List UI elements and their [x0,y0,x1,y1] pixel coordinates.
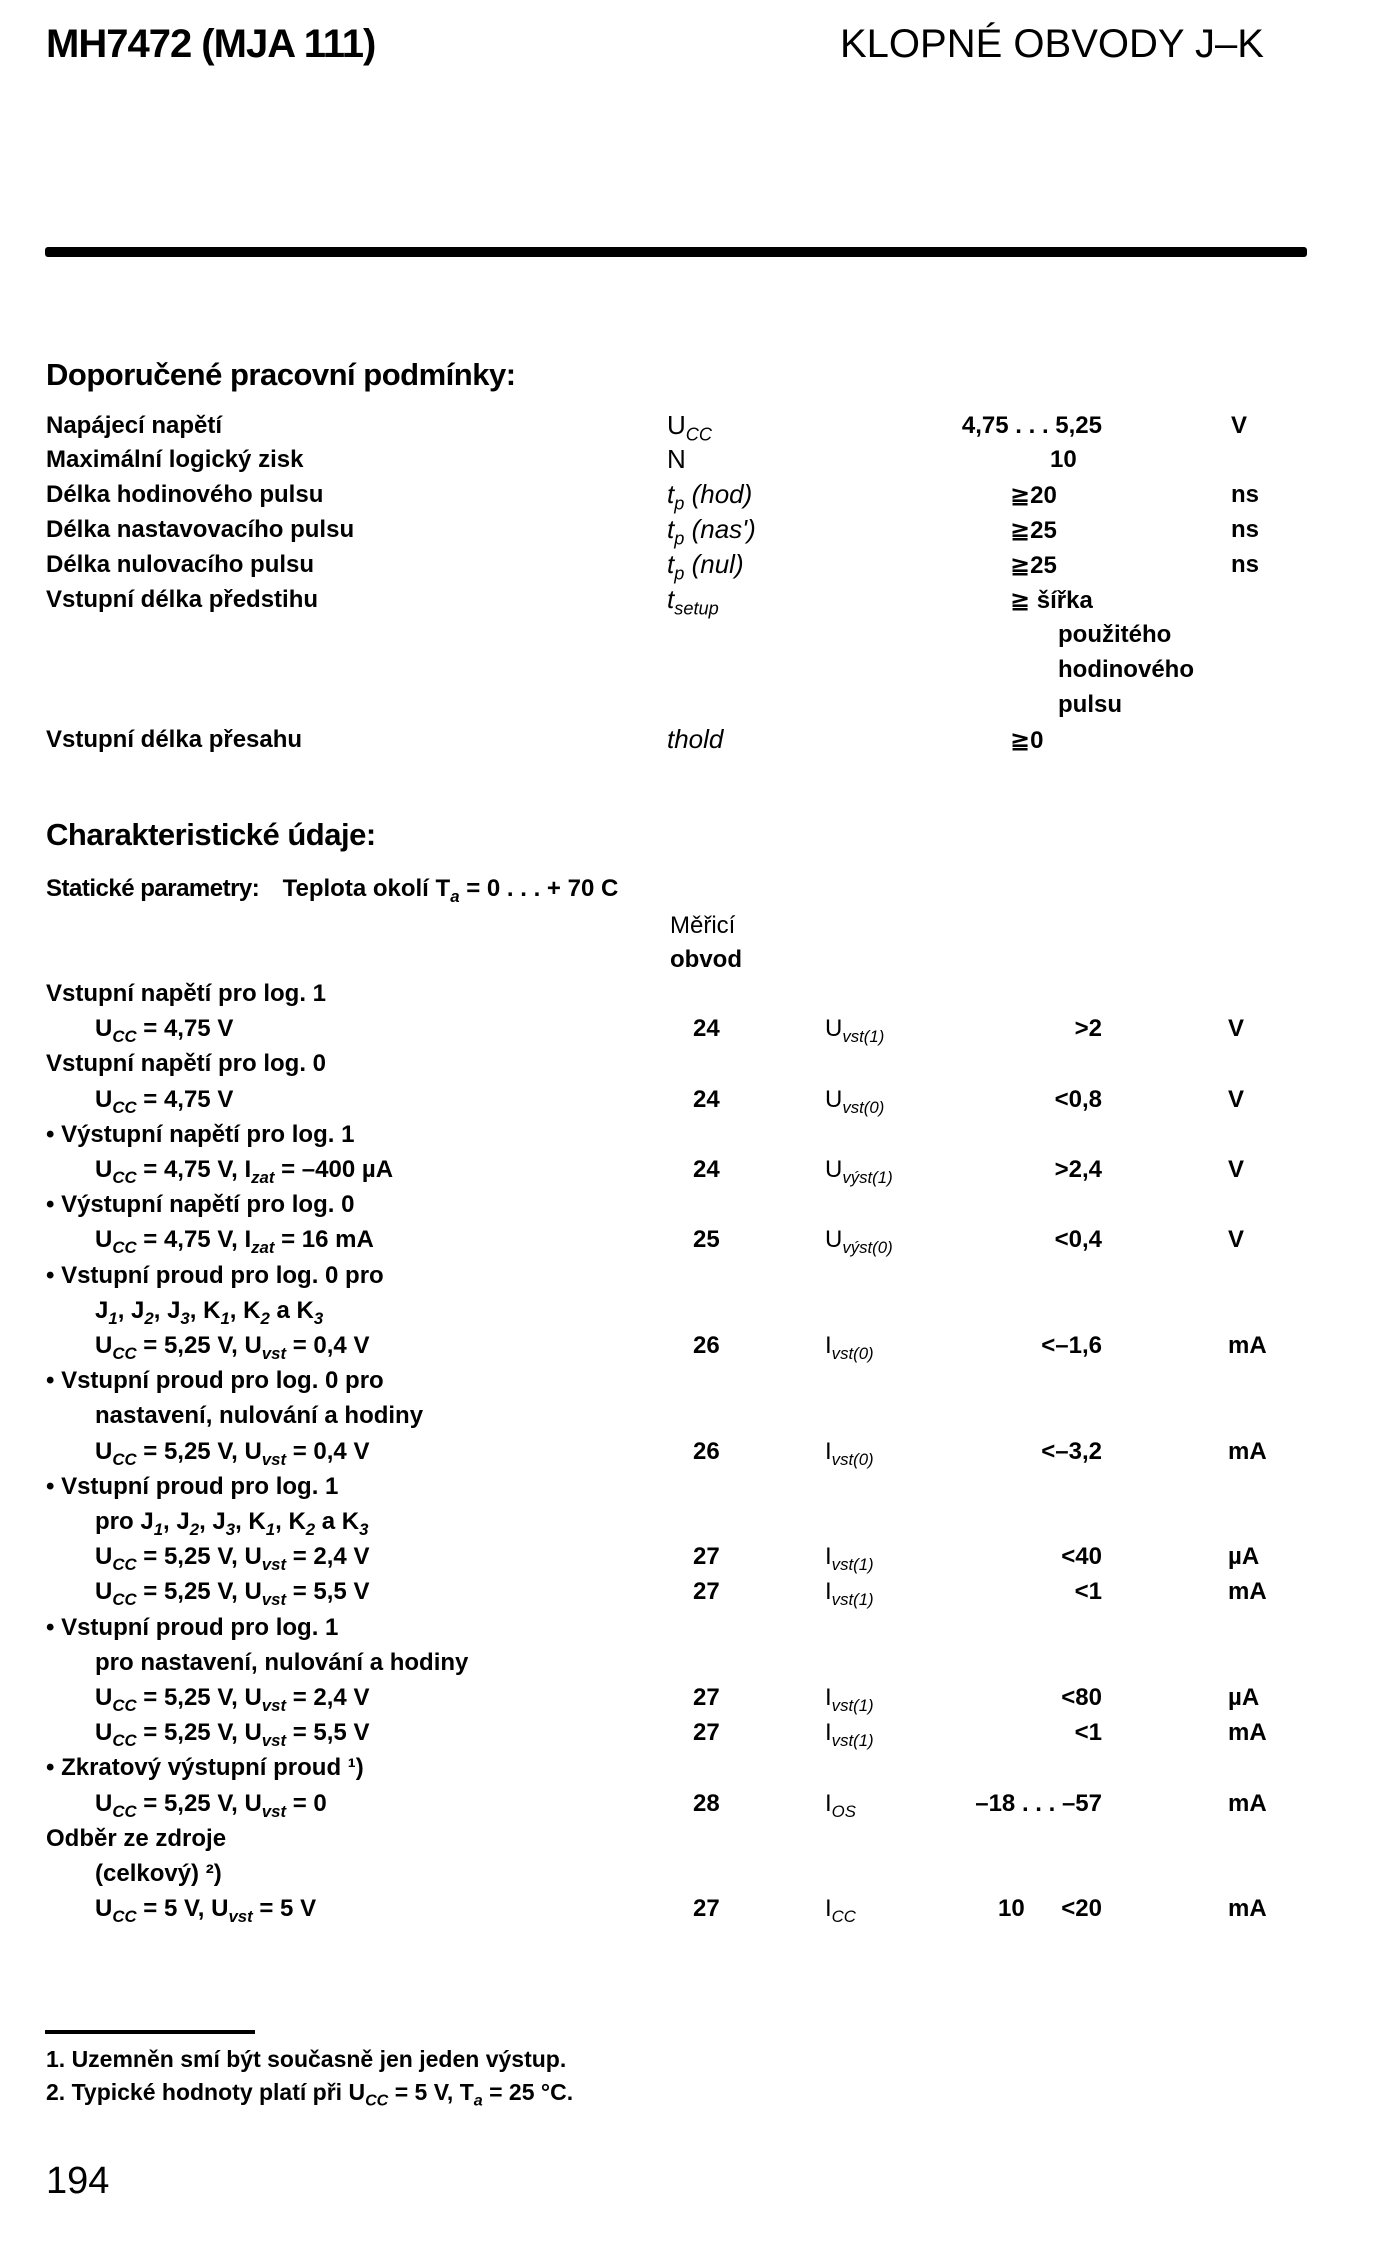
param-symbol: $U_{výst(0)}$ [825,1226,893,1257]
condition-text: $U_{CC} = 5,25$ V, $U_{vst} = 0,4$ V [95,1438,370,1469]
param-value: hodinového [1058,656,1194,683]
symbol-sub: setup [674,598,719,619]
circuit-number: 27 [693,1543,720,1570]
footnote: 2. Typické hodnoty platí při $U_{CC} = 5$ V, $T_a = 25$ °C. [46,2079,574,2110]
param-symbol: thold [667,724,724,754]
condition-text: $U_{CC} = 4,75$ V [95,1015,234,1046]
param-value: 10 [1050,446,1077,473]
condition-text: Vstupní napětí pro log. 0 [46,1050,327,1077]
temp-range: = 0 . . . + 70 C [459,875,619,902]
condition-text: $U_{CC} = 4,75$ V, $I_{zat} = 16$ mA [95,1226,374,1257]
param-symbol: $U_{vst(0)}$ [825,1086,885,1117]
limit-value: <–1,6 [1041,1332,1102,1359]
footnote-rule [45,2030,255,2034]
param-label: Vstupní délka předstihu [46,586,319,613]
param-value: 4,75 . . . 5,25 [961,412,1102,439]
limit-value: <20 [1061,1895,1102,1922]
param-label: Délka nastavovacího pulsu [46,516,355,543]
condition-text: Vstupní napětí pro log. 1 [46,980,327,1007]
limit-value: <1 [1074,1578,1102,1605]
param-symbol: $t_p$ (nas') [667,514,756,549]
param-unit: V [1228,1015,1245,1042]
circuit-number: 26 [693,1438,720,1465]
param-symbol: $I_{vst(1)}$ [825,1684,874,1715]
temp-text: Teplota okolí T [282,875,451,902]
param-symbol: $I_{vst(1)}$ [825,1578,874,1609]
circuit-number: 24 [693,1156,720,1183]
condition-text: $U_{CC} = 5,25$ V, $U_{vst} = 5,5$ V [95,1578,370,1609]
param-symbol: $I_{vst(1)}$ [825,1719,874,1750]
param-symbol: $I_{CC}$ [825,1895,856,1926]
condition-text: $U_{CC} = 5,25$ V, $U_{vst} = 2,4$ V [95,1684,370,1715]
param-symbol: $I_{vst(0)}$ [825,1332,874,1363]
circuit-number: 27 [693,1719,720,1746]
page-number: 194 [46,2160,110,2202]
param-symbol: $I_{OS}$ [825,1790,856,1821]
symbol-sub: CC [685,424,713,445]
temp-sub: a [450,886,460,906]
condition-text: $J_1$, $J_2$, $J_3$, $K_1$, $K_2$ a $K_3$ [95,1297,324,1328]
condition-text: $U_{CC} = 5,25$ V, $U_{vst} = 0,4$ V [95,1332,370,1363]
col-header-circuit-2: obvod [670,946,742,973]
symbol-suffix: (hod) [684,479,753,509]
limit-value: <1 [1074,1719,1102,1746]
typical-value: 10 [998,1895,1025,1922]
col-header-circuit-1: Měřicí [670,912,736,939]
param-label: Napájecí napětí [46,412,223,439]
param-unit: V [1228,1226,1245,1253]
param-value: použitého [1058,621,1172,648]
limit-value: <0,8 [1054,1086,1102,1113]
param-symbol: $t_p$ (hod) [667,479,753,514]
circuit-number: 24 [693,1086,720,1113]
limit-value: <0,4 [1054,1226,1102,1253]
param-unit: ns [1231,551,1260,578]
symbol-suffix: (nul) [684,549,744,579]
circuit-number: 24 [693,1015,720,1042]
param-symbol: $U_{CC}$ [667,410,713,445]
limit-value: >2,4 [1054,1156,1102,1183]
param-symbol: $U_{vst(1)}$ [825,1015,885,1046]
condition-text: pro $J_1$, $J_2$, $J_3$, $K_1$, $K_2$ a $K_3$ [95,1508,369,1539]
param-symbol: $I_{vst(1)}$ [825,1543,874,1574]
recommended-heading: Doporučené pracovní podmínky: [46,357,516,392]
static-params-label: Statické parametry: [46,875,260,902]
param-unit: mA [1228,1719,1267,1746]
param-unit: mA [1228,1332,1267,1359]
condition-text: • Vstupní proud pro log. 0 pro [46,1262,384,1289]
param-label: Maximální logický zisk [46,446,304,473]
param-symbol: $t_p$ (nul) [667,549,744,584]
symbol-sub: p [674,563,685,584]
param-unit: ns [1231,481,1260,508]
param-unit: mA [1228,1790,1267,1817]
condition-text: Odběr ze zdroje [46,1825,227,1852]
param-unit: µA [1228,1684,1260,1711]
param-unit: V [1228,1156,1245,1183]
limit-value: –18 . . . –57 [975,1790,1102,1817]
param-unit: µA [1228,1543,1260,1570]
condition-text: $U_{CC} = 5$ V, $U_{vst} = 5$ V [95,1895,317,1926]
condition-text: $U_{CC} = 5,25$ V, $U_{vst} = 5,5$ V [95,1719,370,1750]
param-value: ≧25 [1010,517,1057,544]
param-unit: mA [1228,1438,1267,1465]
param-unit: mA [1228,1578,1267,1605]
param-symbol: $U_{výst(1)}$ [825,1156,893,1187]
param-unit: V [1231,412,1248,439]
symbol-sub: p [674,493,685,514]
param-value: ≧20 [1010,482,1057,509]
circuit-number: 28 [693,1790,720,1817]
condition-text: • Výstupní napětí pro log. 0 [46,1191,355,1218]
characteristics-heading: Charakteristické údaje: [46,817,376,852]
param-value: pulsu [1058,691,1122,718]
param-value: ≧0 [1010,727,1044,754]
condition-text: $U_{CC} = 4,75$ V [95,1086,234,1117]
param-symbol: $I_{vst(0)}$ [825,1438,874,1469]
circuit-number: 26 [693,1332,720,1359]
page-title-right: KLOPNÉ OBVODY J–K [840,22,1264,66]
condition-text: • Vstupní proud pro log. 1 [46,1473,339,1500]
static-params-line [46,875,618,907]
limit-value: <80 [1061,1684,1102,1711]
limit-value: >2 [1074,1015,1102,1042]
condition-text: pro nastavení, nulování a hodiny [95,1649,469,1676]
condition-text: $U_{CC} = 5,25$ V, $U_{vst} = 0$ [95,1790,327,1821]
param-label: Délka nulovacího pulsu [46,551,315,578]
condition-text: $U_{CC} = 4,75$ V, $I_{zat} = -400$ µA [95,1156,394,1187]
circuit-number: 27 [693,1578,720,1605]
circuit-number: 27 [693,1684,720,1711]
param-value: ≧ šířka [1010,587,1093,614]
circuit-number: 27 [693,1895,720,1922]
circuit-number: 25 [693,1226,720,1253]
param-symbol: $t_{setup}$ [667,584,719,619]
condition-text: • Zkratový výstupní proud ¹) [46,1754,364,1781]
page-title-left: MH7472 (MJA 111) [46,22,376,66]
symbol-sub: p [674,528,685,549]
footnote: 1. Uzemněn smí být současně jen jeden výstup. [46,2046,567,2072]
param-symbol: N [667,444,686,474]
condition-text: • Vstupní proud pro log. 0 pro [46,1367,384,1394]
header-rule [45,247,1307,257]
condition-text: (celkový) ²) [95,1860,222,1887]
param-label: Vstupní délka přesahu [46,726,303,753]
param-unit: V [1228,1086,1245,1113]
condition-text: • Výstupní napětí pro log. 1 [46,1121,355,1148]
condition-text: nastavení, nulování a hodiny [95,1402,424,1429]
limit-value: <40 [1061,1543,1102,1570]
condition-text: $U_{CC} = 5,25$ V, $U_{vst} = 2,4$ V [95,1543,370,1574]
param-value: ≧25 [1010,552,1057,579]
condition-text: • Vstupní proud pro log. 1 [46,1614,339,1641]
symbol-suffix: (nas') [684,514,756,544]
param-unit: ns [1231,516,1260,543]
param-unit: mA [1228,1895,1267,1922]
param-label: Délka hodinového pulsu [46,481,324,508]
limit-value: <–3,2 [1041,1438,1102,1465]
